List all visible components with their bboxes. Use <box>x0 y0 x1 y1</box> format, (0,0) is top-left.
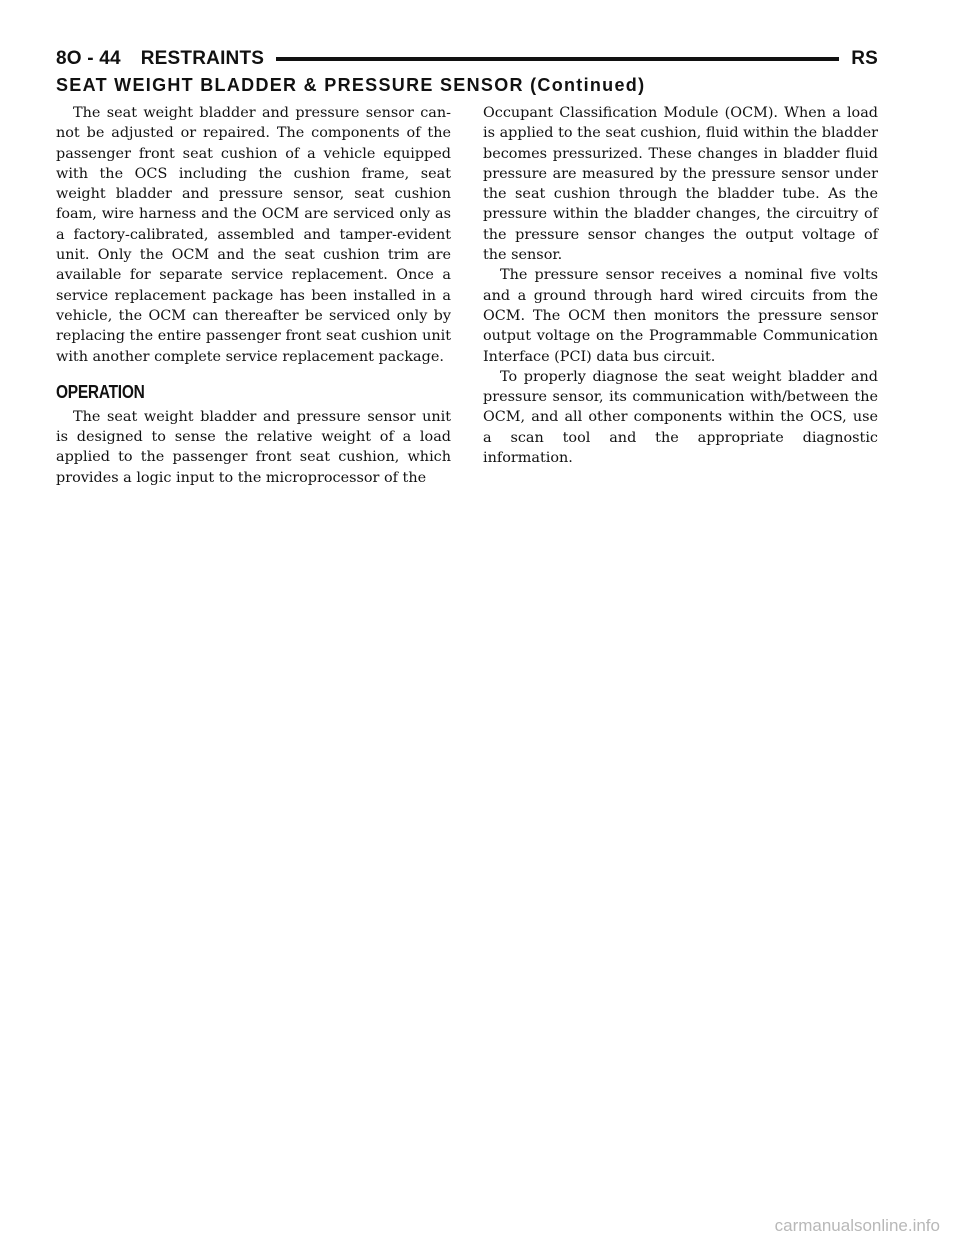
diagnosis-paragraph: To properly diagnose the seat weight bladder and pressure sensor, its communication with/between the OCM, and all other components within the OCS, use a scan tool and the appropriate diagnostic information. <box>483 368 878 467</box>
body-columns <box>56 103 878 488</box>
header-rule <box>276 57 839 61</box>
operation-heading: OPERATION <box>56 381 145 402</box>
sensor-voltage-paragraph: The pressure sensor receives a nominal five volts and a ground through hard wired circuits from the OCM. The OCM then monitors the pressure sensor output voltage on the Programmable Communication Interface (PCI) data bus circuit. <box>483 267 878 365</box>
left-column <box>56 103 451 488</box>
intro-paragraph: The seat weight bladder and pressure sensor cannot be adjusted or repaired. The components of the passenger front seat cushion of a vehicle equipped with the OCS including the cushion frame, seat weight bladder and pressure sensor, seat cushion foam, wire harness and the OCM are serviced only as a factory-calibrated, assembled and tamper-evident unit. Only the OCM and the seat cushion trim are available for separate service replacement. Once a service replacement package has been installed in a vehicle, the OCM can thereafter be serviced only by replacing the entire passenger front seat cushion unit with another complete service replacement package. <box>56 105 451 365</box>
continued-section-title: SEAT WEIGHT BLADDER & PRESSURE SENSOR (Continued) <box>56 75 646 95</box>
page-number: 8O - 44 <box>56 48 121 69</box>
page-header <box>56 47 878 71</box>
operation-paragraph: The seat weight bladder and pressure sensor unit is designed to sense the relative weight of a load applied to the passenger front seat cushion, which provides a logic input to the microprocessor of the <box>56 408 451 486</box>
footer-watermark: carmanualsonline.info <box>774 1216 940 1235</box>
right-column <box>483 103 878 488</box>
model-code: RS <box>851 48 878 69</box>
continuation-paragraph: Occupant Classification Module (OCM). When a load is applied to the seat cushion, fluid within the bladder becomes pressurized. These changes in bladder fluid pressure are measured by the pressure sensor under the seat cushion through the bladder tube. As the pressure within the bladder changes, the circuitry of the pressure sensor changes the output voltage of the sensor. <box>483 105 878 264</box>
section-name: RESTRAINTS <box>140 48 265 69</box>
